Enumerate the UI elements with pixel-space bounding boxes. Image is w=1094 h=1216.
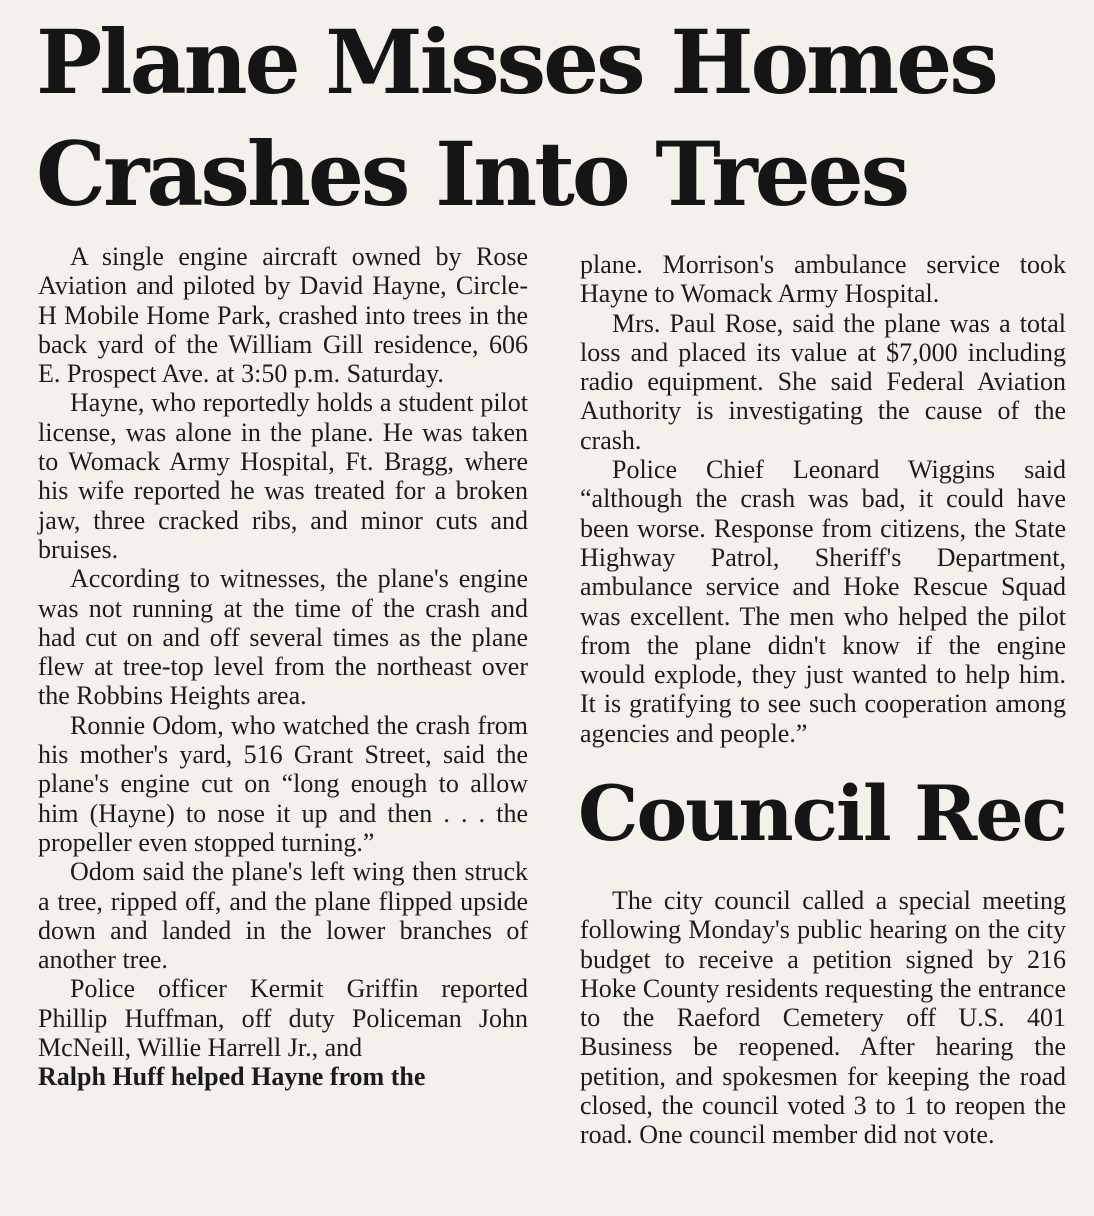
article-paragraph: A single engine aircraft owned by Rose Aviation and piloted by David Hayne, Circle-H Mobile Home Park, crashed into trees in the back yard of the William Gill residence, 606 E. Prospect Ave. at 3:50 p.m. Saturday.: [38, 242, 528, 389]
article-paragraph: Odom said the plane's left wing then struck a tree, ripped off, and the plane flipped upside down and landed in the lower branches of another tree.: [38, 857, 528, 975]
article-paragraph: Police Chief Leonard Wiggins said “although the crash was bad, it could have been worse. Response from citizens, the State Highway Patrol, Sheriff's Department, ambulance service and Hoke Rescue Squad was excellent. The men who helped the pilot from the plane didn't know if the engine would explode, they just wanted to help him. It is gratifying to see such cooperation among agencies and people.”: [580, 455, 1066, 748]
council-article-column: [580, 886, 1066, 1150]
article-right-column: [580, 250, 1066, 748]
article-paragraph: Police officer Kermit Griffin reported Phillip Huffman, off duty Policeman John McNeill, Willie Harrell Jr., and: [38, 974, 528, 1063]
headline-line-2: Crashes Into Trees: [36, 122, 908, 226]
article-paragraph: According to witnesses, the plane's engine was not running at the time of the crash and had cut on and off several times as the plane flew at tree-top level from the northeast over the Robbins Heights area.: [38, 564, 528, 711]
article-paragraph: Hayne, who reportedly holds a student pilot license, was alone in the plane. He was taken to Womack Army Hospital, Ft. Bragg, where his wife reported he was treated for a broken jaw, three cracked ribs, and minor cuts and bruises.: [38, 388, 528, 564]
article-paragraph: Mrs. Paul Rose, said the plane was a total loss and placed its value at $7,000 including radio equipment. She said Federal Aviation Authority is investigating the cause of the crash.: [580, 308, 1066, 455]
headline-line-1: Plane Misses Homes: [36, 10, 996, 114]
article-paragraph: The city council called a special meeting following Monday's public hearing on the city budget to receive a petition signed by 216 Hoke County residents requesting the entrance to the Raeford Cemetery off U.S. 401 Business be reopened. After hearing the petition, and spokesmen for keeping the road closed, the council voted 3 to 1 to reopen the road. One council member did not vote.: [580, 886, 1066, 1150]
article-paragraph: Ronnie Odom, who watched the crash from his mother's yard, 516 Grant Street, said the plane's engine cut on “long enough to allow him (Hayne) to nose it up and then . . . the propeller even stopped turning.”: [38, 710, 528, 857]
article-left-column: [38, 242, 528, 1092]
article-paragraph-continued: plane. Morrison's ambulance service took Hayne to Womack Army Hospital.: [580, 250, 1066, 309]
article-paragraph-last-line: Ralph Huff helped Hayne from the: [38, 1062, 426, 1092]
council-headline: Council Rec: [578, 769, 1066, 858]
